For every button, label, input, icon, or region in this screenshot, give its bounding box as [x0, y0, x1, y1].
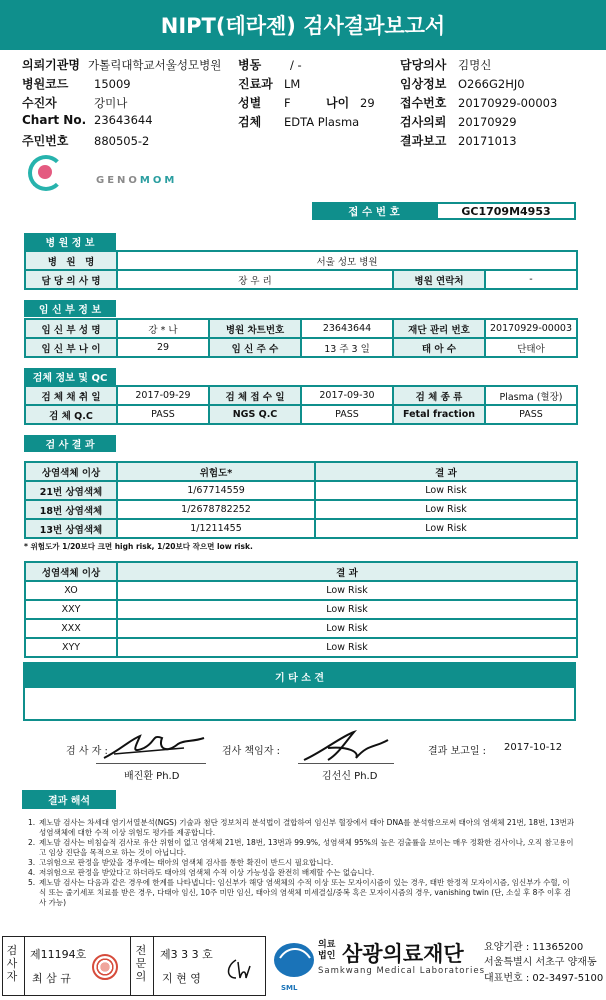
tester-label: 검사자 — [6, 944, 18, 983]
risk-header: 위험도* — [117, 462, 315, 481]
report-date-value: 2017-10-12 — [504, 742, 563, 753]
doctor-value: 장 우 리 — [117, 270, 393, 289]
xyy-result: Low Risk — [117, 638, 577, 657]
section-specimen: 검체 정보 및 QC — [24, 368, 116, 385]
chr13-risk: 1/1211455 — [117, 519, 315, 538]
info-sex: 성별 F — [238, 96, 291, 110]
hospital-name-label: 병 원 명 — [25, 251, 117, 270]
reviewer-name: 지 현 영 — [162, 972, 201, 985]
list-item: 1. 제노맘 검사는 차세대 염기서열분석(NGS) 기술과 첨단 정보처리 분석법이 결합하여 임신부 혈장에서 태아 DNA를 분석함으로써 태아의 염색체 21번, 18번, 13번과 성염색체에 대한 수적 이상 위험도 평가를 제공합니다. — [28, 818, 575, 837]
collect-value: 2017-09-29 — [117, 386, 209, 405]
sex-chromosome-table — [24, 561, 578, 658]
report-date-label: 결과 보고일 : — [428, 746, 487, 757]
chart-value: 23643644 — [301, 319, 393, 338]
info-receipt-no: 접수번호 20170929-00003 — [400, 96, 558, 110]
chr21-label: 21번 상염색체 — [25, 481, 117, 500]
chr13-label: 13번 상염색체 — [25, 519, 117, 538]
chr21-risk: 1/67714559 — [117, 481, 315, 500]
age-label: 임 신 부 나 이 — [25, 338, 117, 357]
table-row — [25, 338, 577, 357]
sex-header: 성염색체 이상 — [25, 562, 117, 581]
mgmt-label: 재단 관리 번호 — [393, 319, 485, 338]
interpretation-title: 결과 해석 — [22, 790, 116, 809]
examiner-label: 검 사 자 : — [66, 746, 108, 757]
chr21-result: Low Risk — [315, 481, 577, 500]
qc-value: PASS — [117, 405, 209, 424]
info-specimen: 검체 EDTA Plasma — [238, 115, 360, 129]
info-doctor: 담당의사 김명신 — [400, 58, 492, 72]
list-item: 3. 고위험으로 판정을 받았을 경우에는 태아의 염색체 검사를 통한 확진이 반드시 필요합니다. — [28, 858, 334, 867]
logo-text: GENOMOM — [96, 175, 178, 186]
info-age: 나이 29 — [326, 96, 375, 110]
genomom-logo — [20, 155, 210, 193]
sex-result-header: 결 과 — [117, 562, 577, 581]
mgmt-value: 20170929-00003 — [485, 319, 577, 338]
chr13-result: Low Risk — [315, 519, 577, 538]
xo-result: Low Risk — [117, 581, 577, 600]
pregnant-name-label: 임 신 부 성 명 — [25, 319, 117, 338]
org-address: 서울특별시 서초구 양재동 — [484, 957, 597, 968]
tester-name: 최 삼 규 — [32, 972, 71, 985]
specimen-receipt-label: 검 체 접 수 일 — [209, 386, 301, 405]
footer — [0, 934, 606, 1000]
reviewer-signature — [222, 956, 258, 984]
receipt-value: GC1709M4953 — [436, 202, 576, 220]
hospital-table — [24, 250, 578, 290]
xxx-label: XXX — [25, 619, 117, 638]
hospital-name-value: 서울 성모 병원 — [117, 251, 577, 270]
info-patient: 수진자 강미나 — [22, 96, 128, 110]
xxy-result: Low Risk — [117, 600, 577, 619]
table-row — [25, 386, 577, 405]
chr18-label: 18번 상염색체 — [25, 500, 117, 519]
footer-divider — [24, 936, 25, 996]
table-row — [25, 600, 577, 619]
request-info — [0, 50, 606, 152]
supervisor-label: 검사 책임자 : — [222, 746, 281, 757]
result-header: 결 과 — [315, 462, 577, 481]
table-row — [25, 405, 577, 424]
table-row — [25, 562, 577, 581]
xxx-result: Low Risk — [117, 619, 577, 638]
specimen-receipt-value: 2017-09-30 — [301, 386, 393, 405]
risk-note: * 위험도가 1/20보다 크면 high risk, 1/20보다 작으면 low risk. — [24, 542, 253, 551]
table-row — [25, 619, 577, 638]
contact-value: - — [485, 270, 577, 289]
info-chart-no: Chart No. 23643644 — [22, 113, 153, 127]
section-pregnant: 임 신 부 정 보 — [24, 300, 116, 317]
weeks-value: 13 주 3 일 — [301, 338, 393, 357]
footer-divider — [153, 936, 154, 996]
chart-label: 병원 차트번호 — [209, 319, 301, 338]
age-value: 29 — [117, 338, 209, 357]
footer-divider — [130, 936, 131, 996]
ff-value: PASS — [485, 405, 577, 424]
info-institution: 의뢰기관명 가톨릭대학교서울성모병원 — [22, 58, 222, 72]
org-english: Samkwang Medical Laboratories — [318, 966, 486, 976]
xyy-label: XYY — [25, 638, 117, 657]
info-request-date: 검사의뢰 20170929 — [400, 115, 517, 129]
table-row — [25, 270, 577, 289]
xo-label: XO — [25, 581, 117, 600]
table-row — [25, 581, 577, 600]
interpretation-list — [28, 818, 576, 908]
ngs-value: PASS — [301, 405, 393, 424]
tester-no: 제11194호 — [30, 948, 87, 961]
fetus-value: 단태아 — [485, 338, 577, 357]
examiner-line — [96, 763, 206, 764]
receipt-label: 접 수 번 호 — [312, 202, 436, 220]
table-row — [25, 319, 577, 338]
reviewer-no: 제3 3 3 호 — [160, 948, 213, 961]
list-item: 4. 저위험으로 판정을 받았다고 하더라도 태아의 염색체 수적 이상 가능성을 완전히 배제할 수는 없습니다. — [28, 868, 375, 877]
xxy-label: XXY — [25, 600, 117, 619]
ff-label: Fetal fraction — [393, 405, 485, 424]
list-item: 5. 제노맘 검사는 다음과 같은 경우에 한계를 나타냅니다: 임신부가 해당 염색체의 수적 이상 또는 모자이시즘이 있는 경우, 태반 한정적 모자이시즘, 임신부가 수혈, 이식 또는 줄기세포 치료를 받은 경우, 다태아 임신, 10주 미만 임신, 태아의 염색체 미세결실/중복 혹은 모자이시즘의 경우, vanishing twin (단, 소실 후 8주 이후 검사 가능) — [28, 878, 572, 907]
contact-label: 병원 연락처 — [393, 270, 485, 289]
supervisor-line — [298, 763, 394, 764]
ngs-label: NGS Q.C — [209, 405, 301, 424]
supervisor-signature — [298, 726, 394, 766]
other-findings — [23, 662, 576, 721]
type-value: Plasma (혈장) — [485, 386, 577, 405]
type-label: 검 체 종 류 — [393, 386, 485, 405]
report-title: NIPT(테라젠) 검사결과보고서 — [0, 0, 606, 50]
supervisor-name: 김선신 Ph.D — [322, 771, 378, 782]
chr18-risk: 1/2678782252 — [117, 500, 315, 519]
section-result: 검 사 결 과 — [24, 435, 116, 452]
autosome-table — [24, 461, 578, 539]
info-hospital-code: 병원코드 15009 — [22, 77, 131, 91]
pregnant-table — [24, 318, 578, 358]
sml-logo-icon — [272, 938, 316, 982]
info-clinical: 임상정보 O266G2HJ0 — [400, 77, 525, 91]
fetus-label: 태 아 수 — [393, 338, 485, 357]
pregnant-name-value: 강 * 나 — [117, 319, 209, 338]
table-row — [25, 251, 577, 270]
table-row — [25, 519, 577, 538]
examiner-signature — [100, 728, 210, 764]
doctor-label: 담 당 의 사 명 — [25, 270, 117, 289]
table-row — [25, 638, 577, 657]
autosome-header: 상염색체 이상 — [25, 462, 117, 481]
tester-seal-icon — [92, 954, 118, 980]
qc-label: 검 체 Q.C — [25, 405, 117, 424]
org-name: 삼광의료재단 — [342, 942, 464, 966]
info-department: 진료과 LM — [238, 77, 301, 91]
info-resident-no: 주민번호 880505-2 — [22, 134, 150, 148]
receipt-number — [312, 202, 576, 220]
examiner-name: 배진환 Ph.D — [124, 771, 180, 782]
section-hospital: 병 원 정 보 — [24, 233, 116, 250]
sml-text: SML — [281, 984, 298, 992]
org-phone: 대표번호 : 02-3497-5100 — [484, 973, 604, 984]
specimen-table — [24, 385, 578, 425]
table-row — [25, 462, 577, 481]
org-prefix: 의료 법인 — [318, 940, 336, 961]
table-row — [25, 481, 577, 500]
list-item: 2. 제노맘 검사는 비침습적 검사로 유산 위험이 없고 염색체 21번, 18번, 13번과 99.9%, 성염색체 95%의 높은 검출률을 보이는 매우 정확한 검사이나, 오직 참고용이고 임상 진단을 목적으로 하는 것이 아닙니다. — [28, 838, 574, 857]
weeks-label: 임 신 주 수 — [209, 338, 301, 357]
org-code: 요양기관 : 11365200 — [484, 942, 584, 953]
table-row — [25, 500, 577, 519]
collect-label: 검 체 채 취 일 — [25, 386, 117, 405]
chr18-result: Low Risk — [315, 500, 577, 519]
logo-dot-icon — [38, 165, 52, 179]
info-ward: 병동 / - — [238, 58, 302, 72]
other-findings-title: 기 타 소 견 — [25, 664, 574, 688]
reviewer-label: 전문의 — [135, 944, 147, 983]
info-report-date: 결과보고 20171013 — [400, 134, 517, 148]
